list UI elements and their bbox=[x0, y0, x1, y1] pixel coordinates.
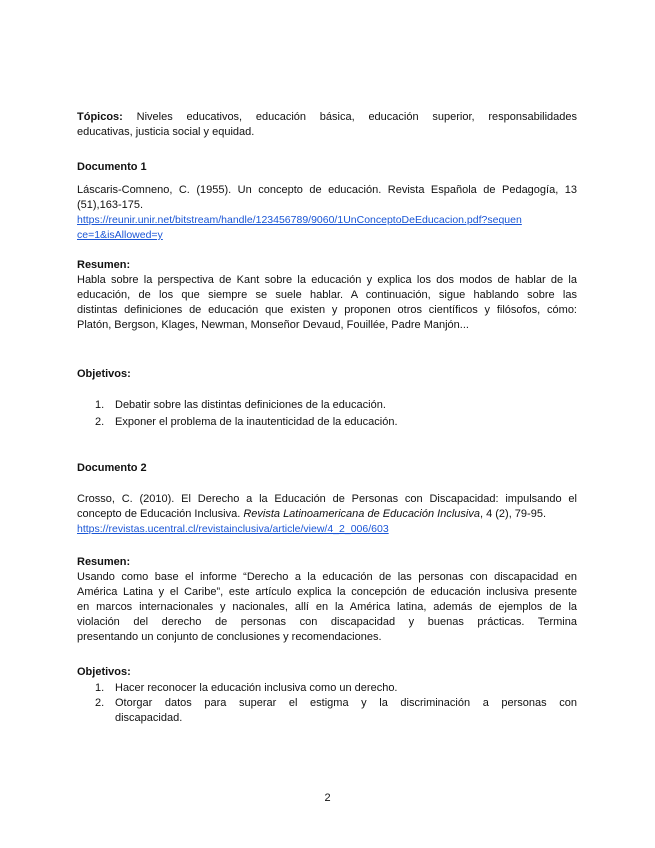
topics-text-line1: Niveles educativos, educación básica, educación superior, responsabilidades bbox=[136, 111, 577, 123]
list-text-line1: Otorgar datos para superar el estigma y la discriminación a personas con bbox=[115, 697, 577, 709]
doc1-summary-line: educación, de los que siempre se suele hablar. A continuación, sigue hablando sobre las bbox=[77, 289, 577, 301]
topics-label: Tópicos: bbox=[77, 111, 123, 123]
doc1-reference bbox=[77, 183, 577, 243]
topics-paragraph bbox=[77, 110, 577, 140]
doc1-summary-label: Resumen: bbox=[77, 259, 131, 271]
doc2-summary-line: en marcos internacionales y nacionales, allí en la América latina, además de ejemplos de la bbox=[77, 601, 577, 613]
list-text: Debatir sobre las distintas definiciones de la educación. bbox=[115, 399, 386, 411]
doc1-summary bbox=[77, 273, 577, 333]
list-text-line2: discapacidad. bbox=[115, 712, 183, 724]
list-number: 1. bbox=[95, 682, 105, 694]
doc1-url-line1[interactable]: https://reunir.unir.net/bitstream/handle/123456789/9060/1UnConceptoDeEducacion.pdf?sequen bbox=[77, 214, 522, 226]
doc1-objectives-list bbox=[77, 398, 577, 430]
doc1-url-line2[interactable]: ce=1&isAllowed=y bbox=[77, 229, 163, 241]
list-number: 1. bbox=[95, 399, 105, 411]
doc1-objectives-label: Objetivos: bbox=[77, 368, 131, 380]
doc2-url-link[interactable]: https://revistas.ucentral.cl/revistainclusiva/article/view/4_2_006/603 bbox=[77, 523, 389, 535]
doc2-summary-line: América Latina y el Caribe”, este artículo explica la concepción de educación inclusiva presente bbox=[77, 586, 577, 598]
doc2-summary-line: presentando un conjunto de conclusiones y recomendaciones. bbox=[77, 631, 382, 643]
doc2-ref-line2-pre: concepto de Educación Inclusiva. bbox=[77, 508, 244, 520]
list-item bbox=[77, 415, 577, 430]
doc1-summary-line: distintas definiciones de educación que existen y proponen otros científicos y filósofos, cómo: bbox=[77, 304, 577, 316]
doc2-ref-line2-post: , 4 (2), 79-95. bbox=[479, 508, 547, 520]
list-item bbox=[77, 696, 577, 726]
doc2-ref-line2 bbox=[77, 507, 577, 522]
list-number: 2. bbox=[95, 697, 105, 709]
doc2-objectives-list bbox=[77, 681, 577, 726]
doc2-summary bbox=[77, 570, 577, 645]
doc2-ref-line1: Crosso, C. (2010). El Derecho a la Educación de Personas con Discapacidad: impulsando el bbox=[77, 493, 577, 505]
list-text: Exponer el problema de la inautenticidad de la educación. bbox=[115, 416, 398, 428]
doc1-summary-line: Platón, Bergson, Klages, Newman, Monseñor Devaud, Fouillée, Padre Manjón... bbox=[77, 319, 469, 331]
doc2-summary-line: violación del derecho de personas con discapacidad y buenas prácticas. Termina bbox=[77, 616, 577, 628]
topics-text-line2: educativas, justicia social y equidad. bbox=[77, 126, 255, 138]
doc2-summary-line: Usando como base el informe “Derecho a la educación de las personas con discapacidad en bbox=[77, 571, 577, 583]
doc2-heading: Documento 2 bbox=[77, 462, 147, 474]
doc1-url-link[interactable] bbox=[77, 213, 577, 243]
list-item bbox=[77, 398, 577, 413]
list-number: 2. bbox=[95, 416, 105, 428]
doc2-summary-label: Resumen: bbox=[77, 556, 131, 568]
doc2-journal-title: Revista Latinoamericana de Educación Inclusiva bbox=[243, 508, 480, 520]
doc1-summary-line: Habla sobre la perspectiva de Kant sobre la educación y explica los dos modos de hablar de la bbox=[77, 274, 577, 286]
list-item bbox=[77, 681, 577, 696]
doc2-objectives-label: Objetivos: bbox=[77, 666, 131, 678]
page-number: 2 bbox=[324, 792, 331, 804]
doc1-ref-line2: (51),163-175. bbox=[77, 199, 144, 211]
doc1-ref-line1: Láscaris-Comneno, C. (1955). Un concepto de educación. Revista Española de Pedagogía, 13 bbox=[77, 184, 577, 196]
doc1-heading: Documento 1 bbox=[77, 161, 147, 173]
list-text: Hacer reconocer la educación inclusiva como un derecho. bbox=[115, 682, 398, 694]
doc2-reference bbox=[77, 492, 577, 537]
